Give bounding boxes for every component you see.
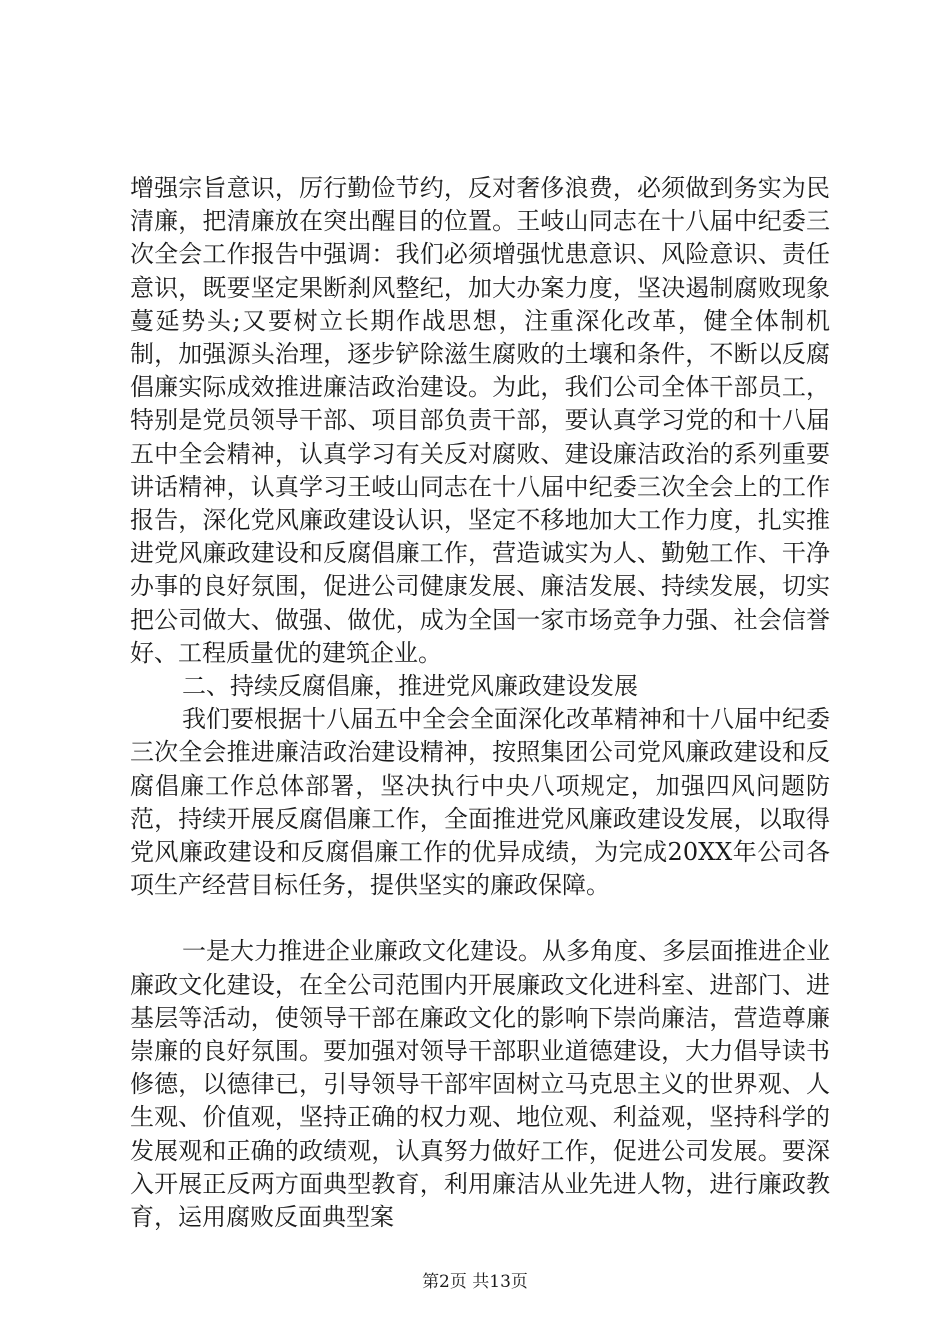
page-footer: 第2页 共13页 [422, 1272, 528, 1292]
paragraph-gap [130, 902, 830, 935]
document-body [130, 172, 830, 1234]
paragraph-item-one: 一是大力推进企业廉政文化建设。从多角度、多层面推进企业廉政文化建设，在全公司范围内开展廉政文化进科室、进部门、进基层等活动，使领导干部在廉政文化的影响下崇尚廉洁，营造尊廉崇廉的良好氛围。要加强对领导干部职业道德建设，大力倡导读书修德，以德律已，引导领导干部牢固树立马克思主义的世界观、人生观、价值观，坚持正确的权力观、地位观、利益观，坚持科学的发展观和正确的政绩观，认真努力做好工作，促进公司发展。要深入开展正反两方面典型教育，利用廉洁从业先进人物，进行廉政教育，运用腐败反面典型案 [130, 937, 830, 1232]
paragraph-continuation: 增强宗旨意识，厉行勤俭节约，反对奢侈浪费，必须做到务实为民清廉，把清廉放在突出醒目的位置。王岐山同志在十八届中纪委三次全会工作报告中强调：我们必须增强忧患意识、风险意识、责任意识，既要坚定果断刹风整纪，加大办案力度，坚决遏制腐败现象蔓延势头;又要树立长期作战思想，注重深化改革，健全体制机制，加强源头治理，逐步铲除滋生腐败的土壤和条件，不断以反腐倡廉实际成效推进廉洁政治建设。为此，我们公司全体干部员工，特别是党员领导干部、项目部负责干部，要认真学习党的和十八届五中全会精神，认真学习有关反对腐败、建设廉洁政治的系列重要讲话精神，认真学习王岐山同志在十八届中纪委三次全会上的工作报告，深化党风廉政建设认识，坚定不移地加大工作力度，扎实推进党风廉政建设和反腐倡廉工作，营造诚实为人、勤勉工作、干净办事的良好氛围，促进公司健康发展、廉洁发展、持续发展，切实把公司做大、做强、做优，成为全国一家市场竞争力强、社会信誉好、工程质量优的建筑企业。 [130, 174, 830, 667]
section-heading: 二、持续反腐倡廉，推进党风廉政建设发展 [182, 672, 638, 701]
paragraph-section-intro: 我们要根据十八届五中全会全面深化改革精神和十八届中纪委三次全会推进廉洁政治建设精神，按照集团公司党风廉政建设和反腐倡廉工作总体部署，坚决执行中央八项规定，加强四风问题防范，持续开展反腐倡廉工作，全面推进党风廉政建设发展，以取得党风廉政建设和反腐倡廉工作的优异成绩，为完成20XX年公司各项生产经营目标任务，提供坚实的廉政保障。 [130, 705, 830, 900]
